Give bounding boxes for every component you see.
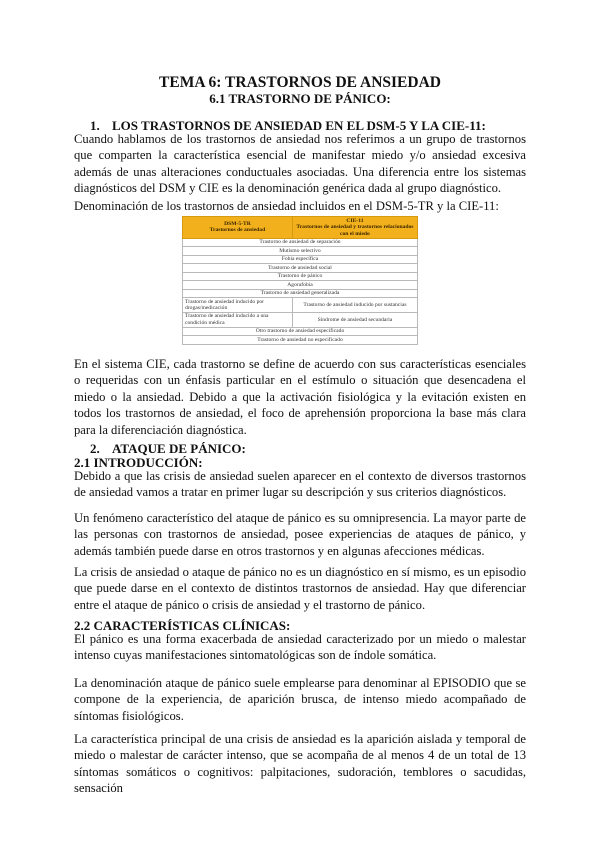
table-cell: Mutismo selectivo: [183, 247, 418, 256]
table-cell: Trastorno de ansiedad generalizada: [183, 289, 418, 298]
table-row: [183, 272, 418, 281]
table-cell: Trastorno de ansiedad no especificado: [183, 336, 418, 345]
section-2-paragraph-2: Un fenómeno característico del ataque de pánico es su omnipresencia. La mayor parte de las personas con trastornos de ansiedad, posee experiencias de ataques de pánico, y además también puede darse en otros trastornos y en algunas afecciones médicas.: [74, 511, 526, 558]
table-row: [183, 238, 418, 247]
section-1-paragraph-3: En el sistema CIE, cada trastorno se define de acuerdo con sus características esenciales o requeridas con un énfasis particular en el estímulo o situación que desencadena el miedo o la ansiedad. Debido a que la activación fisiológica y la evitación existen en todos los trastornos de ansiedad, el foco de aprehensión proporciona la base más clara para la diferenciación diagnóstica.: [74, 357, 526, 437]
section-2-paragraph-5: La denominación ataque de pánico suele emplearse para denominar al EPISODIO que se compone de la experiencia, de aparición brusca, de intenso miedo acompañado de síntomas fisiológicos.: [74, 676, 526, 723]
table-cell: Agorafobia: [183, 281, 418, 290]
section-2-number: 2.: [90, 441, 100, 456]
table-row: [183, 281, 418, 290]
table-cell: Trastorno de ansiedad inducido por sustancias: [292, 298, 417, 313]
table-cell: Trastorno de ansiedad de separación: [183, 238, 418, 247]
table-header-dsm: [183, 217, 293, 239]
section-1-paragraph-2: Denominación de los trastornos de ansiedad incluidos en el DSM-5-TR y la CIE-11:: [74, 199, 499, 213]
table-cell: Trastorno de ansiedad inducido a una condición médica: [183, 312, 293, 327]
table-cell: Síndrome de ansiedad secundaria: [292, 312, 417, 327]
section-2-paragraph-4: El pánico es una forma exacerbada de ansiedad caracterizado por un miedo o malestar intenso cuyas manifestaciones sintomatológicas son de índole somática.: [74, 632, 526, 663]
table-row: [183, 336, 418, 345]
table-row: [183, 247, 418, 256]
table-row: [183, 327, 418, 336]
table-header-cie: [292, 217, 417, 239]
table-row: [183, 289, 418, 298]
section-2-paragraph-3: La crisis de ansiedad o ataque de pánico no es un diagnóstico en sí mismo, es un episodio que puede darse en el contexto de distintos trastornos de ansiedad. Hay que diferenciar entre el ataque de pánico o crisis de ansiedad y el trastorno de pánico.: [74, 565, 526, 612]
subsection-2-2-heading: 2.2 CARACTERÍSTICAS CLÍNICAS:: [74, 618, 291, 633]
table-cell: Otro trastorno de ansiedad especificado: [183, 327, 418, 336]
table-row: [183, 312, 418, 327]
anxiety-disorders-table: [182, 216, 418, 345]
table-header-cie-title: CIE-11: [346, 218, 364, 224]
section-1-paragraph-1: Cuando hablamos de los trastornos de ansiedad nos referimos a un grupo de trastornos que comparten la característica esencial de manifestar miedo y/o ansiedad excesiva además de unas alteraciones conductuales asociadas. Una diferencia entre los sistemas diagnósticos del DSM y CIE es la denominación genérica dada al grupo diagnóstico.: [74, 132, 526, 196]
section-2-heading-text: ATAQUE DE PÁNICO:: [112, 441, 246, 456]
section-1-heading-text: LOS TRASTORNOS DE ANSIEDAD EN EL DSM-5 Y LA CIE-11:: [112, 118, 486, 133]
section-2-paragraph-1: Debido a que las crisis de ansiedad suelen aparecer en el contexto de diversos trastornos de ansiedad vamos a tratar en primer lugar su descripción y sus criterios diagnósticos.: [74, 469, 526, 500]
table-row: [183, 298, 418, 313]
table-row: [183, 264, 418, 273]
table-header-cie-subtitle: Trastornos de ansiedad y trastornos relacionados con el miedo: [296, 224, 414, 237]
table-header-dsm-subtitle: Trastornos de ansiedad: [209, 227, 266, 234]
table-cell: Trastorno de ansiedad social: [183, 264, 418, 273]
table-cell: Trastorno de ansiedad inducido por drogas/medicación: [183, 298, 293, 313]
section-1-number: 1.: [90, 118, 100, 133]
table-cell: Fobia específica: [183, 255, 418, 264]
table-header-dsm-title: DSM-5-TR: [224, 221, 251, 228]
page-subtitle: 6.1 TRASTORNO DE PÁNICO:: [209, 91, 391, 106]
table-cell: Trastorno de pánico: [183, 272, 418, 281]
table-row: [183, 255, 418, 264]
section-2-paragraph-6: La característica principal de una crisis de ansiedad es la aparición aislada y temporal de miedo o malestar de carácter intenso, que se acompaña de al menos 4 de un total de 13 síntomas somáticos o cognitivos: palpitaciones, sudoración, temblores o sacudidas, sensación: [74, 732, 526, 796]
subsection-2-1-heading: 2.1 INTRODUCCIÓN:: [74, 455, 203, 470]
page-title: TEMA 6: TRASTORNOS DE ANSIEDAD: [159, 74, 441, 91]
